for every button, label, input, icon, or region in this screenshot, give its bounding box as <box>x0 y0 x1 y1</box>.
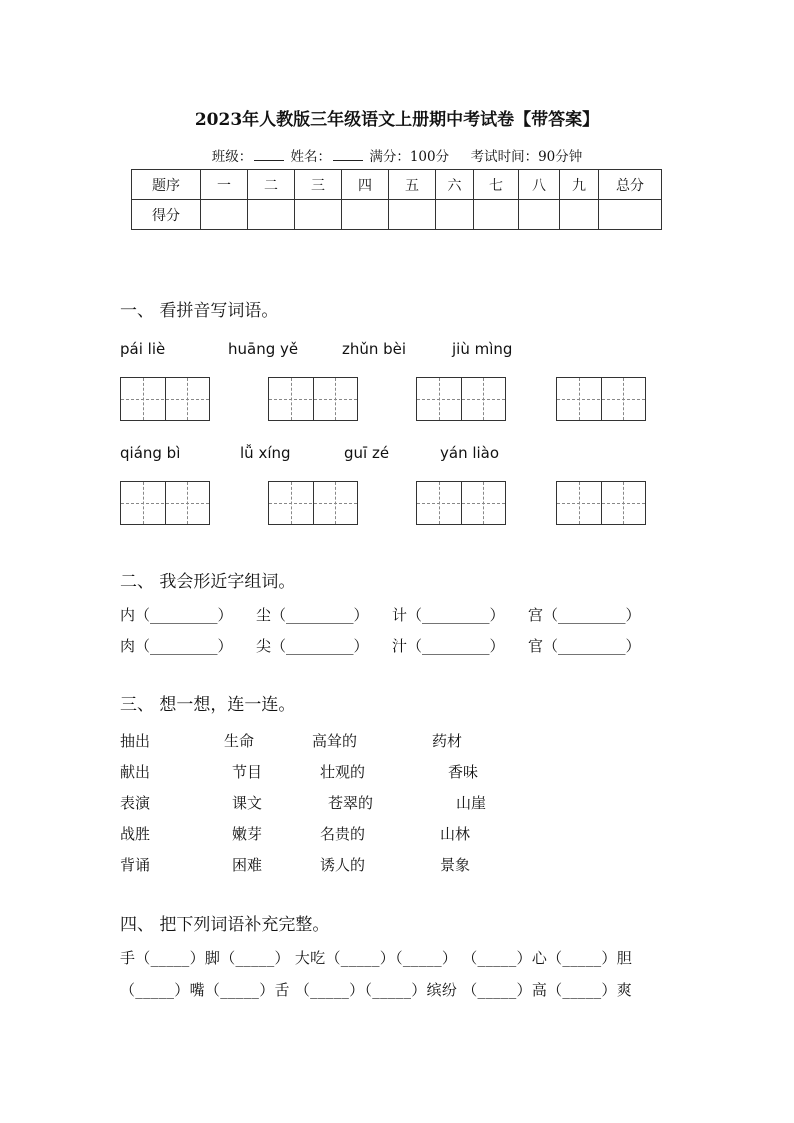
table-cell: 总分 <box>599 170 662 200</box>
pinyin-label: yán liào <box>440 444 500 462</box>
match-word[interactable]: 景象 <box>440 856 471 874</box>
score-table <box>131 169 662 230</box>
writing-box[interactable] <box>268 481 358 525</box>
pinyin-label: huāng yě <box>228 340 299 358</box>
table-cell: 七 <box>474 170 519 200</box>
pinyin-label: jiù mìng <box>452 340 513 358</box>
table-cell: 得分 <box>132 200 201 230</box>
writing-box[interactable] <box>120 377 210 421</box>
score-input-cell[interactable] <box>474 200 519 230</box>
match-word[interactable]: 香味 <box>448 763 479 781</box>
name-label: 姓名： <box>290 149 332 165</box>
table-cell: 五 <box>389 170 436 200</box>
score-input-cell[interactable] <box>436 200 474 230</box>
match-word[interactable]: 节目 <box>232 763 263 781</box>
writing-box[interactable] <box>120 481 210 525</box>
writing-box[interactable] <box>556 481 646 525</box>
match-word[interactable]: 献出 <box>120 763 151 781</box>
class-blank[interactable] <box>254 148 284 161</box>
match-word[interactable]: 课文 <box>232 794 263 812</box>
writing-box[interactable] <box>556 377 646 421</box>
writing-box[interactable] <box>416 377 506 421</box>
section-4-title: 四、 把下列词语补充完整。 <box>120 915 330 935</box>
match-word[interactable]: 苍翠的 <box>328 794 374 812</box>
word-group-item[interactable]: 汁（_________） <box>392 637 505 655</box>
word-group-item[interactable]: 宫（_________） <box>528 606 641 624</box>
score-value-row <box>132 200 662 230</box>
score-input-cell[interactable] <box>389 200 436 230</box>
score-header-row <box>132 170 662 200</box>
section-3-title: 三、 想一想，连一连。 <box>120 695 296 715</box>
match-word[interactable]: 嫩芽 <box>232 825 263 843</box>
match-word[interactable]: 困难 <box>232 856 263 874</box>
word-group-item[interactable]: 官（_________） <box>528 637 641 655</box>
match-word[interactable]: 战胜 <box>120 825 151 843</box>
match-word[interactable]: 山林 <box>440 825 471 843</box>
table-cell: 一 <box>201 170 248 200</box>
table-cell: 八 <box>519 170 560 200</box>
table-cell: 六 <box>436 170 474 200</box>
table-cell: 九 <box>560 170 599 200</box>
score-input-cell[interactable] <box>560 200 599 230</box>
full-score: 满分：100分 <box>369 149 450 165</box>
word-group-item[interactable]: 肉（_________） <box>120 637 233 655</box>
score-input-cell[interactable] <box>519 200 560 230</box>
writing-box[interactable] <box>268 377 358 421</box>
class-label: 班级： <box>211 149 253 165</box>
score-input-cell[interactable] <box>201 200 248 230</box>
pinyin-label: guī zé <box>344 444 390 462</box>
score-input-cell[interactable] <box>342 200 389 230</box>
score-input-cell[interactable] <box>248 200 295 230</box>
match-word[interactable]: 抽出 <box>120 732 151 750</box>
match-word[interactable]: 山崖 <box>456 794 487 812</box>
name-blank[interactable] <box>333 148 363 161</box>
match-word[interactable]: 背诵 <box>120 856 151 874</box>
pinyin-label: lǚ xíng <box>240 444 291 462</box>
section-1-title: 一、 看拼音写词语。 <box>120 301 279 321</box>
match-word[interactable]: 壮观的 <box>320 763 366 781</box>
table-cell: 三 <box>295 170 342 200</box>
exam-info <box>0 145 794 165</box>
table-cell: 二 <box>248 170 295 200</box>
match-word[interactable]: 表演 <box>120 794 151 812</box>
pinyin-label: qiáng bì <box>120 444 181 462</box>
word-group-item[interactable]: 尖（_________） <box>256 637 369 655</box>
idiom-line[interactable]: 手（_____）脚（_____） 大吃（_____）（_____） （_____）心（_____）胆 <box>120 949 633 967</box>
section-2-title: 二、 我会形近字组词。 <box>120 572 296 592</box>
word-group-item[interactable]: 计（_________） <box>392 606 505 624</box>
match-word[interactable]: 生命 <box>224 732 255 750</box>
match-word[interactable]: 名贵的 <box>320 825 366 843</box>
word-group-item[interactable]: 内（_________） <box>120 606 233 624</box>
exam-time: 考试时间：90分钟 <box>470 149 583 165</box>
table-cell: 四 <box>342 170 389 200</box>
pinyin-label: zhǔn bèi <box>342 340 407 358</box>
score-input-cell[interactable] <box>295 200 342 230</box>
page-title: 2023年人教版三年级语文上册期中考试卷【带答案】 <box>194 110 600 130</box>
match-word[interactable]: 高耸的 <box>312 732 358 750</box>
writing-box[interactable] <box>416 481 506 525</box>
score-input-cell[interactable] <box>599 200 662 230</box>
match-word[interactable]: 诱人的 <box>320 856 366 874</box>
idiom-line[interactable]: （_____）嘴（_____）舌 （_____）（_____）缤纷 （_____）高（_____）爽 <box>120 981 633 999</box>
word-group-item[interactable]: 尘（_________） <box>256 606 369 624</box>
pinyin-label: pái liè <box>120 340 166 358</box>
table-cell: 题序 <box>132 170 201 200</box>
match-word[interactable]: 药材 <box>432 732 463 750</box>
